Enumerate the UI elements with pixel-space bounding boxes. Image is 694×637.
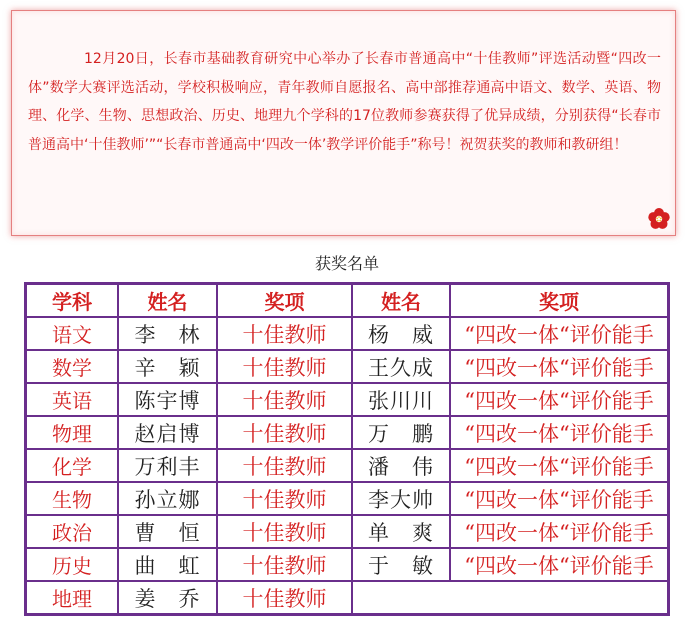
subject-cell: 数学 [26,350,118,383]
header-award: 奖项 [217,284,352,317]
name-cell-2: 张川川 [352,383,450,416]
name-cell-2: 于 敏 [352,548,450,581]
table-row [26,383,668,416]
notice-box [11,10,676,236]
name-cell: 孙立娜 [118,482,217,515]
award-cell-2: “四改一体“评价能手 [450,548,668,581]
name-cell-2: 单 爽 [352,515,450,548]
award-cell: 十佳教师 [217,317,352,350]
name-cell: 曲 虹 [118,548,217,581]
header-name-2: 姓名 [352,284,450,317]
subject-cell: 地理 [26,581,118,614]
table-header-row [26,284,668,317]
subject-cell: 物理 [26,416,118,449]
notice-text: 12月20日，长春市基础教育研究中心举办了长春市普通高中“十佳教师”评选活动暨“四改一体”数学大赛评选活动，学校积极响应，青年教师自愿报名、高中部推荐通高中语文、数学、英语、物理、化学、生物、思想政治、历史、地理九个学科的17位教师参赛获得了优异成绩，分别获得“长春市普通高中‘十佳教师’”“长春市普通高中‘四改一体’教学评价能手”称号！祝贺获奖的教师和教研组！ [28,51,661,153]
name-cell-2: 李大帅 [352,482,450,515]
name-cell: 万利丰 [118,449,217,482]
table-row [26,482,668,515]
award-cell: 十佳教师 [217,482,352,515]
name-cell: 李 林 [118,317,217,350]
award-cell-2: “四改一体“评价能手 [450,317,668,350]
award-cell: 十佳教师 [217,350,352,383]
award-cell-2: “四改一体“评价能手 [450,449,668,482]
name-cell: 陈宇博 [118,383,217,416]
award-cell: 十佳教师 [217,581,352,614]
award-list-title: 获奖名单 [314,254,379,273]
table-row [26,449,668,482]
table-row [26,317,668,350]
subject-cell: 历史 [26,548,118,581]
name-cell-2: 万 鹏 [352,416,450,449]
subject-cell: 生物 [26,482,118,515]
header-subject: 学科 [26,284,118,317]
name-cell: 辛 颖 [118,350,217,383]
award-table [24,282,670,616]
name-cell-2: 杨 威 [352,317,450,350]
plum-blossom-icon [647,207,671,231]
empty-cell [352,581,668,614]
table-row [26,515,668,548]
subject-cell: 化学 [26,449,118,482]
award-cell: 十佳教师 [217,515,352,548]
header-award-2: 奖项 [450,284,668,317]
award-cell: 十佳教师 [217,449,352,482]
table-row [26,548,668,581]
subject-cell: 英语 [26,383,118,416]
award-cell-2: “四改一体“评价能手 [450,350,668,383]
award-cell-2: “四改一体“评价能手 [450,416,668,449]
award-cell: 十佳教师 [217,548,352,581]
award-cell: 十佳教师 [217,383,352,416]
name-cell-2: 潘 伟 [352,449,450,482]
name-cell: 赵启博 [118,416,217,449]
award-cell-2: “四改一体“评价能手 [450,383,668,416]
name-cell: 姜 乔 [118,581,217,614]
table-row [26,350,668,383]
table-row [26,416,668,449]
award-cell-2: “四改一体“评价能手 [450,515,668,548]
subject-cell: 政治 [26,515,118,548]
table-row [26,581,668,614]
subject-cell: 语文 [26,317,118,350]
award-cell-2: “四改一体“评价能手 [450,482,668,515]
name-cell: 曹 恒 [118,515,217,548]
award-cell: 十佳教师 [217,416,352,449]
name-cell-2: 王久成 [352,350,450,383]
header-name: 姓名 [118,284,217,317]
